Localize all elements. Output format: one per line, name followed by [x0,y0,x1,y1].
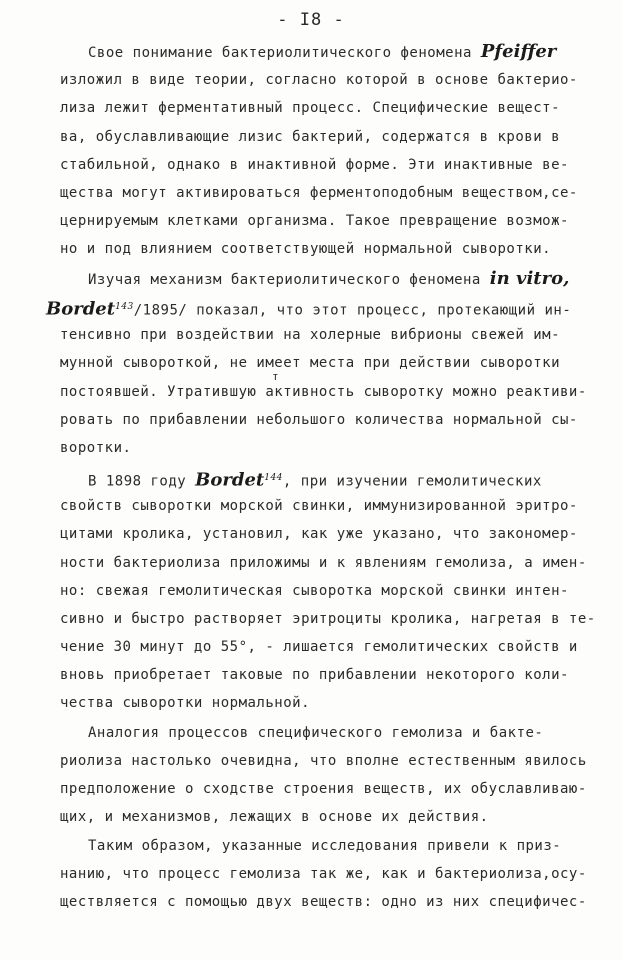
text-line: чества сыворотки нормальной. [60,695,311,711]
text-line: ва, обуславливающие лизис бактерий, содержатся в крови в [60,129,561,145]
text-line: свойств сыворотки морской свинки, иммунизированной эритро- [60,498,578,514]
text-line: тенсивно при воздействии на холерные вибрионы свежей им- [60,327,561,343]
text-line: постоявшей. Утратившую активность сыворотку можно реактиви- [60,384,587,400]
text-line: вновь приобретает таковые по прибавлении некоторого коли- [60,667,569,683]
text-line: Свое понимание бактериолитического феномена Pfeiffer [88,41,557,62]
handwritten-name: Bordet [195,469,265,491]
text-line: но: свежая гемолитическая сыворотка морской свинки интен- [60,583,569,599]
handwritten-name: Pfeiffer [480,41,557,62]
text-line: но и под влиянием соответствующей нормальной сыворотки. [60,241,552,257]
text-line: щества могут активироваться ферментоподобным веществом,се- [60,185,578,201]
text-line: лиза лежит ферментативный процесс. Специфические вещест- [60,100,561,116]
handwritten-term: in vitro, [489,268,570,289]
text-line: сивно и быстро растворяет эритроциты кролика, нагретая в те- [60,611,596,627]
text-line: стабильной, однако в инактивной форме. Эти инактивные ве- [60,157,569,173]
page-number: - I8 - [277,10,345,30]
text-line: ровать по прибавлении небольшого количества нормальной сы- [60,412,578,428]
text-line: нанию, что процесс гемолиза так же, как и бактериолиза,осу- [60,866,587,882]
citation-superscript: 143 [115,302,134,312]
text-line: Аналогия процессов специфического гемолиза и бакте- [88,725,544,741]
text-line: предположение о сходстве строения веществ, их обуславливаю- [60,781,587,797]
text-line: цернируемым клетками организма. Такое превращение возмож- [60,213,569,229]
text-line: чение 30 минут до 55°, - лишается гемолитических свойств и [60,639,578,655]
text-line: ности бактериолиза приложимы и к явлениям гемолиза, а имен- [60,555,587,571]
text-line: щих, и механизмов, лежащих в основе их действия. [60,809,489,825]
text-line: Изучая механизм бактериолитического феномена in vitro, [88,268,570,289]
text-line: Таким образом, указанные исследования привели к приз- [88,838,562,854]
citation-superscript: 144 [264,473,283,483]
handwritten-name: Bordet [46,298,116,320]
handwritten-correction: т [272,370,279,383]
text-line: мунной сывороткой, не имеет места при действии сыворотки [60,355,561,371]
text-line: ществляется с помощью двух веществ: одно из них специфичес- [60,894,587,910]
text-line: Bordet$^{143}$/1895/ показал, что этот процесс, протекающий ин- [46,298,572,320]
text-line: изложил в виде теории, согласно которой в основе бактерио- [60,72,578,88]
text-line: риолиза настолько очевидна, что вполне естественным явилось [60,753,587,769]
text-line: В 1898 году Bordet$^{144}$, при изучении гемолитических [88,469,542,491]
text-line: цитами кролика, установил, как уже указано, что закономер- [60,526,578,542]
text-line: воротки. [60,440,132,456]
